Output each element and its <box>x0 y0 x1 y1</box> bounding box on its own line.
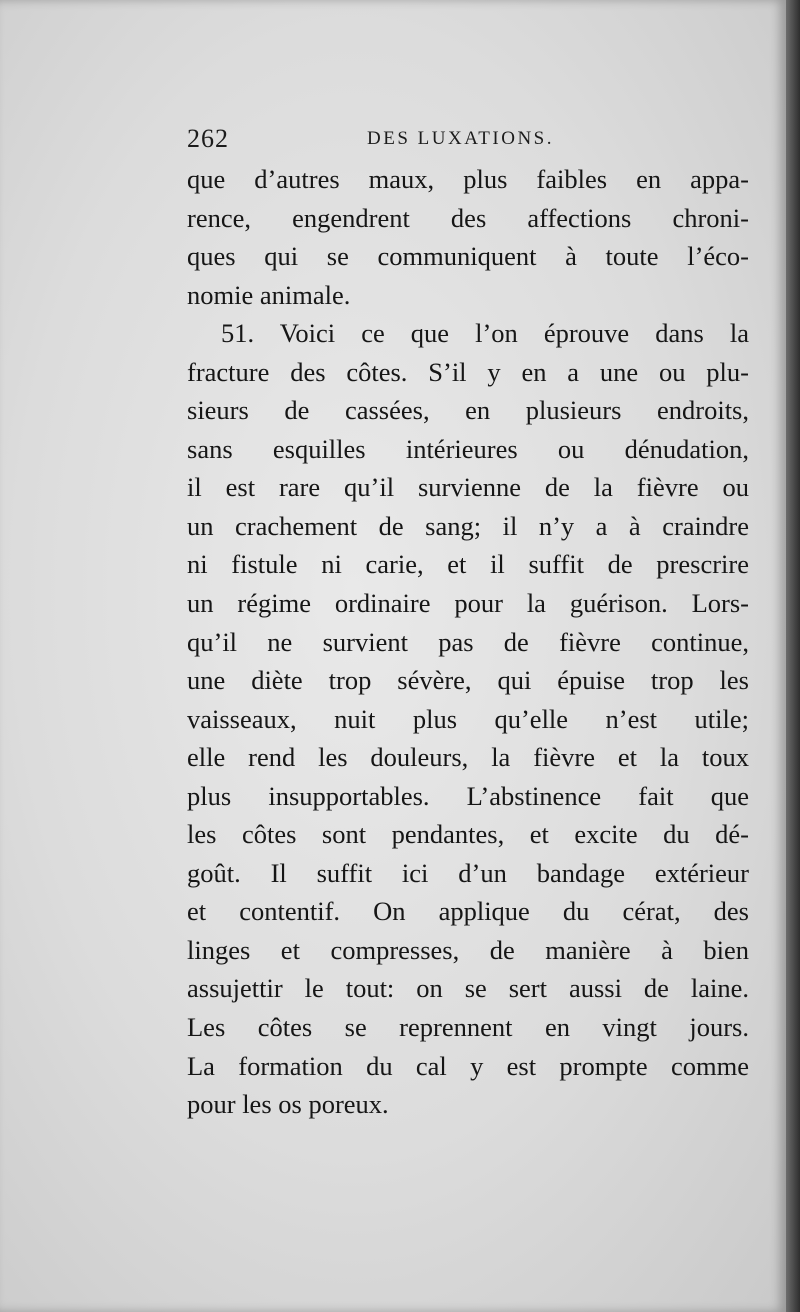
page-number: 262 <box>187 124 229 153</box>
text-line: il est rare qu’il survienne de la fièvre ou <box>187 472 749 503</box>
text-line: pour les os poreux. <box>187 1089 389 1120</box>
text-line: et contentif. On applique du cérat, des <box>187 896 749 927</box>
text-line: La formation du cal y est prompte comme <box>187 1050 749 1081</box>
text-line: sieurs de cassées, en plusieurs endroits, <box>187 395 749 426</box>
text-line: rence, engendrent des affections chroni- <box>187 202 749 233</box>
text-line: un régime ordinaire pour la guérison. Lors- <box>187 588 749 619</box>
text-line: sans esquilles intérieures ou dénudation, <box>187 433 749 464</box>
text-line: un crachement de sang; il n’y a à craindre <box>187 510 749 541</box>
text-line: Les côtes se reprennent en vingt jours. <box>187 1012 749 1043</box>
text-line: ques qui se communiquent à toute l’éco- <box>187 241 749 272</box>
text-line: linges et compresses, de manière à bien <box>187 934 749 965</box>
text-line: que d’autres maux, plus faibles en appa- <box>187 164 749 194</box>
page-header <box>187 124 747 160</box>
text-line: nomie animale. <box>187 279 351 310</box>
text-line: elle rend les douleurs, la fièvre et la toux <box>187 742 749 773</box>
paragraph-start-line: 51. Voici ce que l’on éprouve dans la <box>221 318 749 349</box>
text-line: assujettir le tout: on se sert aussi de laine. <box>187 973 749 1004</box>
body-text <box>187 160 749 1124</box>
text-line: plus insupportables. L’abstinence fait que <box>187 780 749 811</box>
text-line: vaisseaux, nuit plus qu’elle n’est utile; <box>187 703 749 734</box>
text-line: ni fistule ni carie, et il suffit de prescrire <box>187 549 749 580</box>
text-line: goût. Il suffit ici d’un bandage extérieur <box>187 857 749 888</box>
text-line: une diète trop sévère, qui épuise trop les <box>187 665 749 696</box>
running-head: DES LUXATIONS. <box>367 128 554 149</box>
text-line: les côtes sont pendantes, et excite du dé- <box>187 819 749 850</box>
text-line: qu’il ne survient pas de fièvre continue, <box>187 626 749 657</box>
page-edge <box>786 0 800 1312</box>
text-line: fracture des côtes. S’il y en a une ou plu- <box>187 356 749 387</box>
